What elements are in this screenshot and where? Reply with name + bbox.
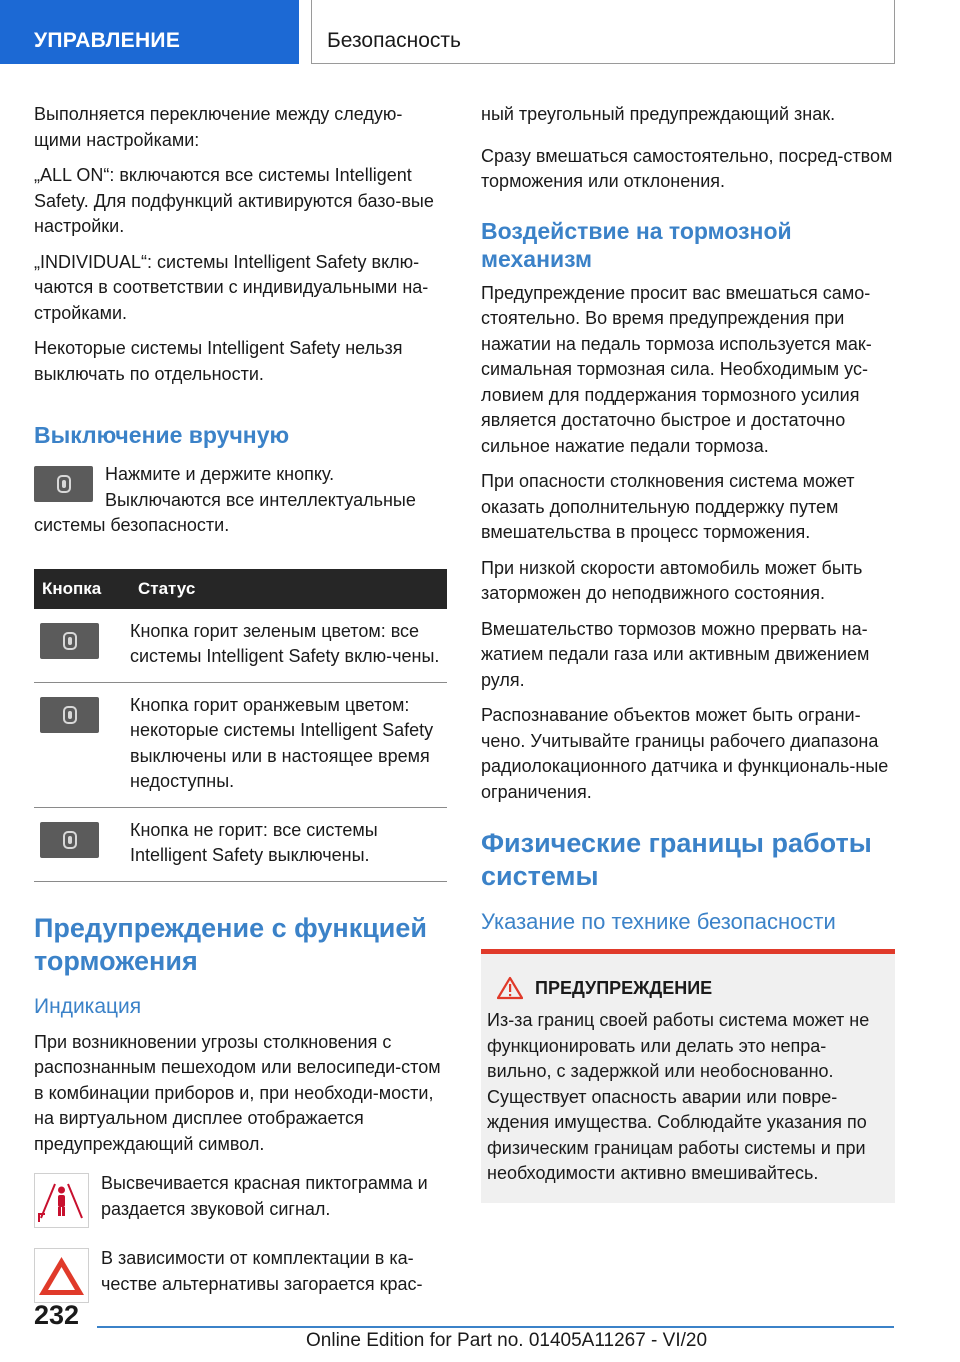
- button-status-table: [34, 569, 447, 882]
- safety-button-icon: [40, 697, 99, 733]
- safety-button-icon: [34, 466, 93, 502]
- footer-line: [97, 1326, 894, 1328]
- left-column: [34, 102, 447, 1307]
- indication-text: При возникновении угрозы столкновения с распознанным пешеходом или велосипеди-стом в комбинации приборов и, при необходи-мости, на виртуальном дисплее отображается предупреждающий символ.: [34, 1031, 441, 1154]
- page-number: 232: [34, 1300, 80, 1330]
- intro-text: Выполняется переключение между следую-щими настройками:: [34, 104, 403, 150]
- press-hold-text: Нажмите и держите кнопку.: [105, 464, 335, 484]
- table-row: [34, 807, 447, 881]
- safety-button-icon: [40, 623, 99, 659]
- heading-warning-braking: Предупреждение с функцией торможения: [34, 912, 428, 976]
- off-all-text: Выключаются все интеллектуальные системы безопасности.: [34, 489, 416, 535]
- heading-physical-limits: Физические границы работы системы: [481, 828, 872, 891]
- brake-text-4: Вмешательство тормозов можно прервать на-жатием педали газа или активным движением руля.: [481, 618, 870, 690]
- red-icon-text: Высвечивается красная пиктограмма и раздается звуковой сигнал.: [101, 1173, 428, 1219]
- heading-safety-note: Указание по технике безопасности: [481, 909, 836, 934]
- warning-text: Из-за границ своей работы система может не функционировать или делать это непра-вильно, с задержкой или необоснованно. Существует опасность аварии или повре-ждения имущества. Соблюдайте указания по физическим границам работы системы и при необходимости активно вмешивайтесь.: [487, 1010, 870, 1183]
- table-row: [34, 609, 447, 683]
- continued-text: ный треугольный предупреждающий знак.: [481, 104, 836, 124]
- col-status-header: Статус: [130, 569, 447, 609]
- brake-text-2: При опасности столкновения система может оказать дополнительную поддержку путем вмешательства в процесс торможения.: [481, 471, 855, 542]
- pedestrian-warning-icon: [34, 1173, 89, 1228]
- heading-indication: Индикация: [34, 994, 142, 1018]
- brake-text-1: Предупреждение просит вас вмешаться само-стоятельно. Во время предупреждения при нажатии на педаль тормоза используется мак-симальная тормозная сила. Необходимым ус-ловием для поддержания тормозного усилия является достаточно быстрое и достаточно сильное нажатие педали тормоза.: [481, 282, 872, 456]
- heading-brake-effect: Воздействие на тормозной механизм: [481, 217, 792, 272]
- right-column: [481, 102, 895, 1203]
- safety-button-icon: [40, 822, 99, 858]
- warning-triangle-icon: [34, 1248, 89, 1303]
- warning-box: [481, 949, 895, 1203]
- status-cell: Кнопка горит зеленым цветом: все системы Intelligent Safety вклю-чены.: [130, 609, 447, 683]
- brake-text-3: При низкой скорости автомобиль может быть заторможен до неподвижного состояния.: [481, 557, 863, 603]
- brake-text-5: Распознавание объектов может быть ограни-чено. Учитывайте границы рабочего диапазона радиолокационного датчика и функциональ-ные ограничения.: [481, 705, 889, 802]
- col-button-header: Кнопка: [34, 569, 130, 609]
- react-text: Сразу вмешаться самостоятельно, посред-ством торможения или отклонения.: [481, 145, 893, 191]
- option-individual: „INDIVIDUAL“: системы Intelligent Safety вклю-чаются в соответствии с индивидуальными на-стройками.: [34, 251, 429, 323]
- section-tab: УПРАВЛЕНИЕ: [0, 0, 299, 64]
- alt-icon-text: В зависимости от комплектации в ка-честве альтернативы загорается крас-: [101, 1248, 423, 1294]
- chapter-title: Безопасность: [311, 0, 895, 64]
- option-all-on: „ALL ON“: включаются все системы Intelligent Safety. Для подфункций активируются базо-вые настройки.: [34, 165, 434, 236]
- footer-edition: Online Edition for Part no. 01405A11267 - VI/20: [306, 1330, 708, 1351]
- note-text: Некоторые системы Intelligent Safety нельзя выключать по отдельности.: [34, 338, 403, 384]
- warning-icon: [497, 976, 523, 1000]
- heading-manual-off: Выключение вручную: [34, 422, 290, 448]
- status-cell: Кнопка не горит: все системы Intelligent Safety выключены.: [130, 807, 447, 881]
- status-cell: Кнопка горит оранжевым цветом: некоторые системы Intelligent Safety выключены или в настоящее время недоступны.: [130, 682, 447, 807]
- safety-button-image: [34, 466, 93, 502]
- warning-title: ПРЕДУПРЕЖДЕНИЕ: [535, 977, 713, 998]
- table-row: [34, 682, 447, 807]
